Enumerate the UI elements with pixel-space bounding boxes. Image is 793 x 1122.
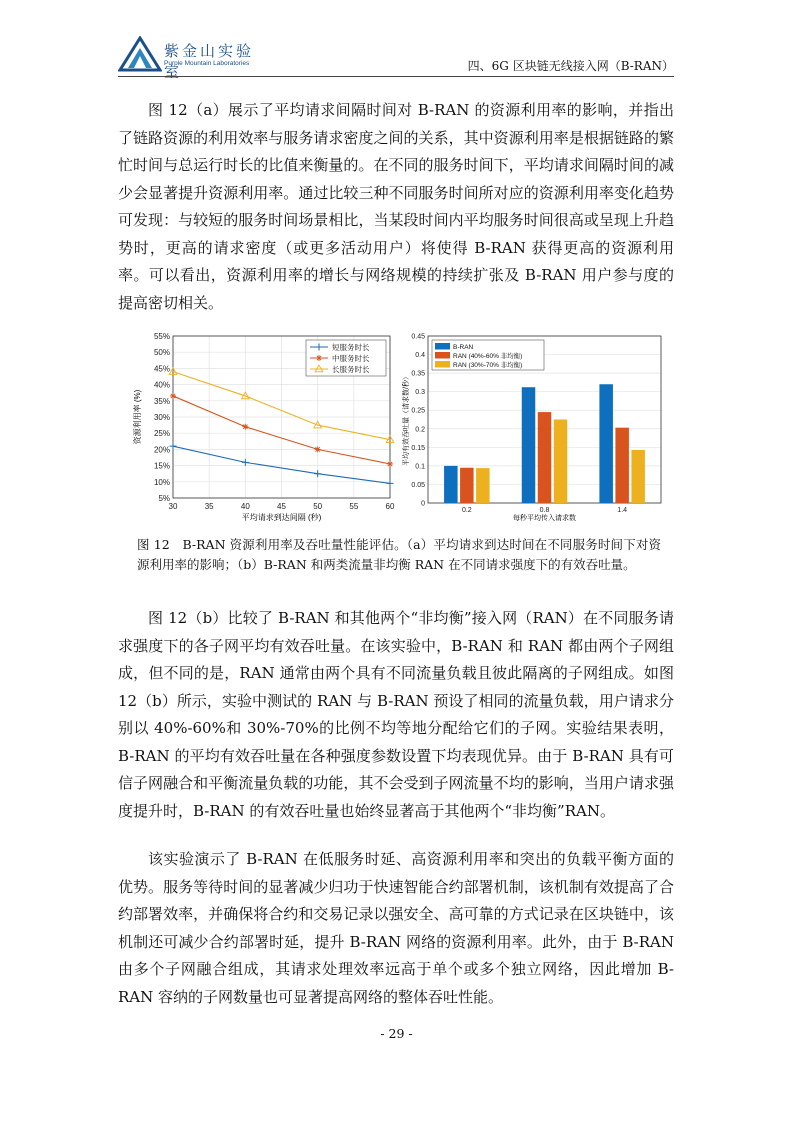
y-tick-label: 10% xyxy=(153,477,170,487)
legend-label: B-RAN xyxy=(453,344,474,351)
mountain-logo-icon xyxy=(118,36,162,72)
bar xyxy=(444,466,458,503)
y-tick-label: 0.4 xyxy=(415,352,425,360)
y-tick-label: 35% xyxy=(153,396,170,406)
bar xyxy=(538,412,552,503)
y-tick-label: 0.2 xyxy=(415,426,425,434)
y-tick-label: 0.35 xyxy=(411,370,425,378)
y-axis-label: 平均有效吞吐量（请求数/秒） xyxy=(403,373,410,466)
logo-chinese-name: 紫金山实验室 xyxy=(164,42,255,81)
logo xyxy=(118,36,258,81)
bar xyxy=(615,428,629,503)
legend-label: 长服务时长 xyxy=(332,365,370,374)
data-point xyxy=(315,446,321,452)
legend xyxy=(432,340,544,370)
page-number: - 29 - xyxy=(380,1026,413,1041)
bar xyxy=(522,387,536,503)
paragraph-2: 图 12（b）比较了 B-RAN 和其他两个“非均衡”接入网（RAN）在不同服务请求强度下的各子网平均有效吞吐量。在该实验中，B-RAN 和 RAN 都由两个子网组成，但不同的是，RAN 通常由两个具有不同流量负载且彼此隔离的子网组成。如图 12（b）所示，实验中测试的 RAN 与 B-RAN 预设了相同的流量负载，用户请求分别以 40%-60%和 30%-70%的比例不均等地分配给它们的子网。实验结果表明，B-RAN 的平均有效吞吐量在各种强度参数设置下均表现优异。由于 B-RAN 具有可信子网融合和平衡流量负载的功能，其不会受到子网流量不均的影响，当用户请求强度提升时，B-RAN 的有效吞吐量也始终显著高于其他两个“非均衡”RAN。 xyxy=(118,609,674,820)
bar xyxy=(460,468,473,503)
x-tick-label: 0.2 xyxy=(461,507,472,514)
data-point xyxy=(316,355,322,361)
paragraph-1: 图 12（a）展示了平均请求间隔时间对 B-RAN 的资源利用率的影响，并指出了链路资源的利用效率与服务请求密度之间的关系，其中资源利用率是根据链路的繁忙时间与总运行时长的比值来衡量的。在不同的服务时间下，平均请求间隔时间的减少会显著提升资源利用率。通过比较三种不同服务时间所对应的资源利用率变化趋势可发现：与较短的服务时间场景相比，当某段时间内平均服务时间很高或呈现上升趋势时，更高的请求密度（或更多活动用户）将使得 B-RAN 获得更高的资源利用率。可以看出，资源利用率的增长与网络规模的持续扩张及 B-RAN 用户参与度的提高密切相关。 xyxy=(118,101,674,312)
x-axis-label: 每秒平均传入请求数 xyxy=(513,515,576,522)
y-tick-label: 0.15 xyxy=(411,444,425,452)
figure-12a-line-chart xyxy=(128,328,400,536)
legend-swatch xyxy=(435,361,450,368)
x-tick-label: 1.4 xyxy=(617,507,628,514)
x-tick-label: 50 xyxy=(313,502,323,511)
x-tick-label: 45 xyxy=(277,502,286,511)
y-tick-label: 0.1 xyxy=(415,463,425,471)
y-tick-label: 40% xyxy=(153,380,170,390)
data-point xyxy=(387,480,394,487)
x-tick-label: 0.8 xyxy=(539,507,550,514)
y-tick-label: 0.05 xyxy=(411,481,425,489)
data-point xyxy=(170,443,177,450)
legend-label: 短服务时长 xyxy=(332,343,370,352)
figure-12b-bar-chart xyxy=(400,328,665,536)
x-tick-label: 35 xyxy=(204,502,214,511)
data-point xyxy=(242,459,249,466)
x-axis-label: 平均请求到达间隔 (秒) xyxy=(241,513,322,522)
legend-label: 中服务时长 xyxy=(332,354,370,363)
bar xyxy=(599,384,613,503)
legend-label: RAN (40%-60% 非均衡) xyxy=(453,353,523,360)
legend xyxy=(306,340,386,376)
legend-label: RAN (30%-70% 非均衡) xyxy=(453,362,523,369)
data-point xyxy=(314,470,321,477)
y-tick-label: 0 xyxy=(421,500,425,508)
data-point xyxy=(242,424,248,430)
bar xyxy=(554,420,568,504)
y-axis-label: 资源利用率 (%) xyxy=(133,389,142,445)
y-tick-label: 20% xyxy=(153,445,170,455)
data-point xyxy=(170,393,176,399)
y-tick-label: 45% xyxy=(153,364,170,374)
y-tick-label: 15% xyxy=(153,461,170,471)
header-divider xyxy=(118,76,674,77)
data-point xyxy=(387,461,393,467)
logo-english-name: Purple Mountain Laboratories xyxy=(164,60,250,67)
x-tick-label: 55 xyxy=(349,502,359,511)
x-tick-label: 30 xyxy=(168,502,178,511)
y-tick-label: 5% xyxy=(158,494,170,503)
paragraph-3: 该实验演示了 B-RAN 在低服务时延、高资源利用率和突出的负载平衡方面的优势。服务等待时间的显著减少归功于快速智能合约部署机制，该机制有效提高了合约部署效率，并确保将合约和交易记录以强安全、高可靠的方式记录在区块链中，该机制还可减少合约部署时延，提升 B-RAN 网络的资源利用率。此外，由于 B-RAN 由多个子网融合组成，其请求处理效率远高于单个或多个独立网络，因此增加 B-RAN 容纳的子网数量也可显著提高网络的整体吞吐性能。 xyxy=(118,850,674,1006)
legend-swatch xyxy=(435,352,450,359)
legend-swatch xyxy=(435,343,450,350)
bar xyxy=(631,450,645,503)
bars xyxy=(444,384,645,503)
page-header xyxy=(118,36,674,81)
y-tick-label: 55% xyxy=(153,332,170,341)
y-tick-label: 0.25 xyxy=(411,407,425,415)
bar xyxy=(476,468,490,503)
y-tick-label: 0.45 xyxy=(411,333,425,341)
section-title: 四、6G 区块链无线接入网（B-RAN） xyxy=(467,59,674,73)
figure-caption: 图 12 B-RAN 资源利用率及吞吐量性能评估。（a）平均请求到达时间在不同服务时间下对资源利用率的影响；（b）B-RAN 和两类流量非均衡 RAN 在不同请求强度下的有效吞吐量。 xyxy=(137,537,661,572)
x-tick-label: 60 xyxy=(385,502,395,511)
y-tick-label: 25% xyxy=(153,429,170,439)
y-tick-label: 50% xyxy=(153,348,170,358)
x-tick-label: 40 xyxy=(240,502,250,511)
y-tick-label: 30% xyxy=(153,413,170,422)
y-tick-label: 0.3 xyxy=(415,389,425,397)
